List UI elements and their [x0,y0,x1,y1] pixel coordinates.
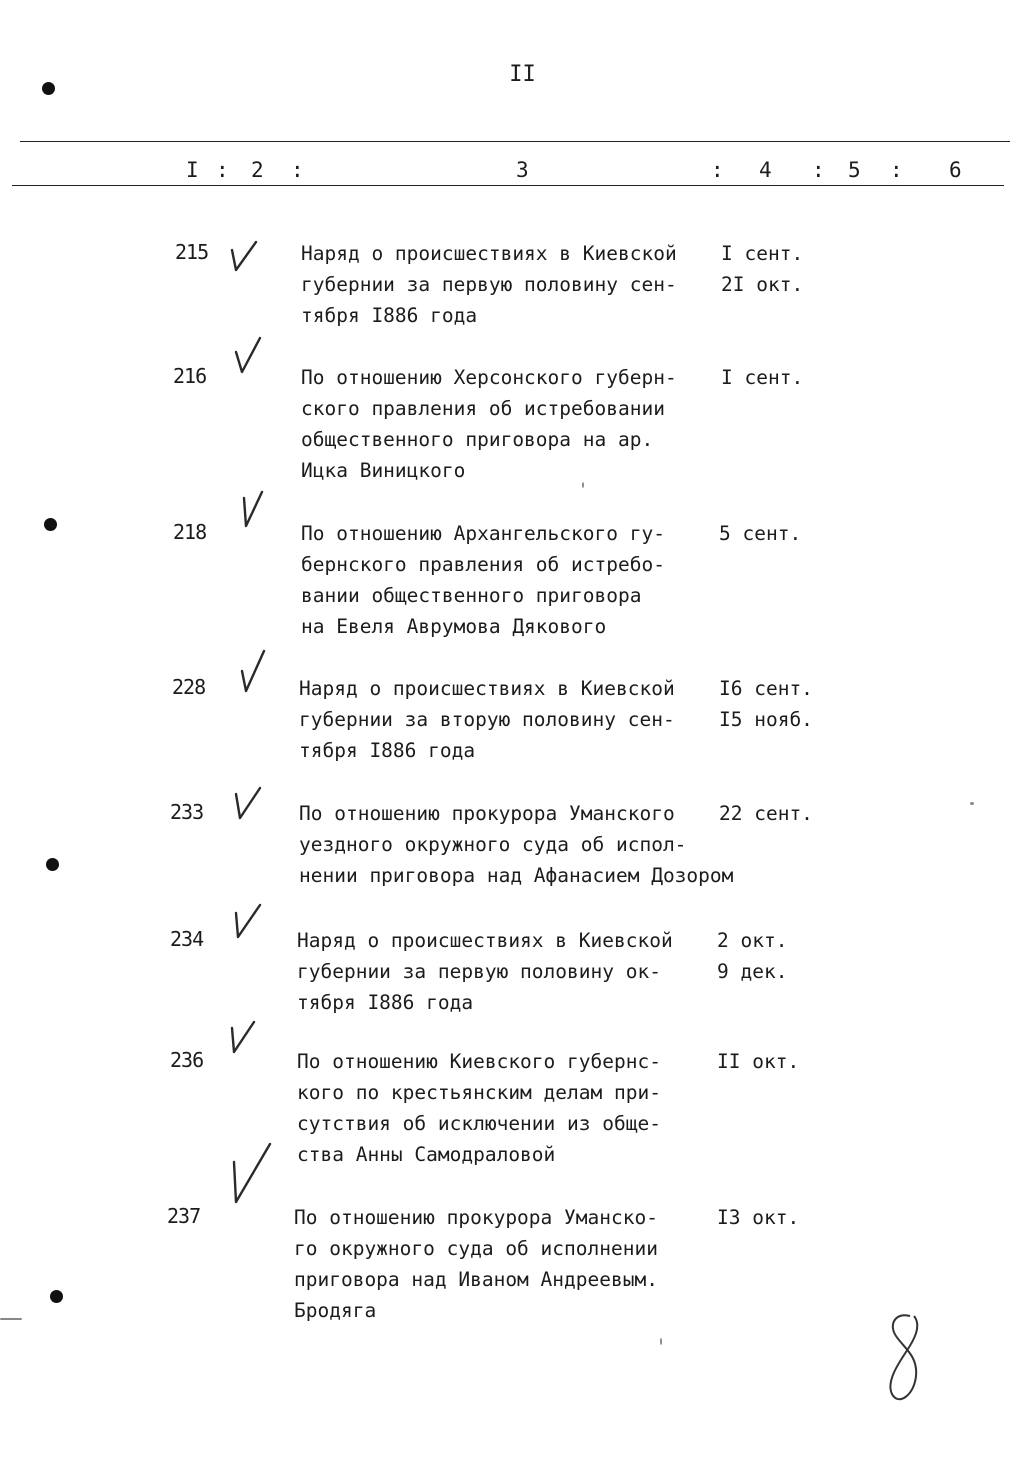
page-number: II [509,62,536,87]
description-line: По отношению Херсонского губерн- [301,366,677,389]
entry-number: 236 [170,1048,204,1072]
entry-description [299,673,675,766]
entry-description [301,362,677,486]
description-line: губернии за вторую половину сен- [299,708,675,731]
header-bottom-rule [12,185,1004,186]
column-separator: : [291,158,304,182]
entry-dates [717,925,787,987]
entry-number: 233 [170,800,204,824]
column-separator: : [890,158,903,182]
description-line: губернии за первую половину ок- [297,960,661,983]
check-mark-icon [226,1018,258,1058]
date-end: 2I окт. [721,273,804,296]
handwritten-sheet-number-icon [878,1310,938,1410]
date-start: I сент. [721,366,804,389]
description-line: уездного окружного суда об испол- [299,833,687,856]
description-line: приговора над Иваном Андреевым. [294,1268,658,1291]
date-start: 5 сент. [719,522,802,545]
description-line: вании общественного приговора [301,584,642,607]
check-mark-icon [236,488,270,540]
entry-number: 216 [173,364,207,388]
punch-hole-icon [50,1290,63,1303]
column-heading-6: 6 [949,158,962,182]
entry-dates [719,798,813,829]
column-separator: : [216,158,229,182]
description-line: Наряд о происшествиях в Киевской [299,677,675,700]
description-line: Наряд о происшествиях в Киевской [301,242,677,265]
column-heading-4: 4 [759,158,772,182]
column-separator: : [711,158,724,182]
scan-speck [582,482,584,488]
punch-hole-icon [42,82,55,95]
description-line: го окружного суда об исполнении [294,1237,658,1260]
scan-speck [970,802,974,805]
column-heading-1: I [186,158,199,182]
date-start: I6 сент. [719,677,813,700]
entry-dates [721,238,803,300]
description-line: Бродяга [294,1299,377,1322]
entry-description [301,518,665,642]
check-mark-icon [226,236,262,288]
column-heading-2: 2 [251,158,264,182]
description-line: По отношению Киевского губернс- [297,1050,661,1073]
description-line: Наряд о происшествиях в Киевской [297,929,673,952]
entry-number: 234 [170,927,204,951]
entry-description [297,1046,661,1170]
description-line: Ицка Виницкого [301,459,466,482]
date-end: I5 нояб. [719,708,813,731]
description-line: на Евеля Аврумова Дяковогo [301,615,607,638]
entry-number: 237 [167,1204,201,1228]
header-top-rule [20,141,1010,142]
date-start: II окт. [717,1050,800,1073]
description-line: тября I886 года [297,991,474,1014]
column-heading-3: 3 [516,158,529,182]
date-end: 9 дек. [717,960,788,983]
description-line: сутствия об исключении из обще- [297,1112,661,1135]
check-mark-icon [230,901,266,949]
entry-dates [719,518,801,549]
entry-dates [719,673,813,735]
entry-number: 215 [175,240,209,264]
check-mark-icon [234,649,270,701]
scan-speck [0,1318,22,1320]
entry-dates [721,362,803,393]
description-line: кого по крестьянским делам при- [297,1081,661,1104]
entry-description [297,925,673,1018]
date-start: 2 окт. [717,929,788,952]
description-line: ского правления об истребовании [301,397,665,420]
scan-speck [660,1338,662,1345]
description-line: По отношению прокурора Уманско- [294,1206,658,1229]
description-line: По отношению прокурора Уманского [299,802,675,825]
date-start: I3 окт. [717,1206,800,1229]
entry-number: 218 [173,520,207,544]
check-mark-icon [230,334,266,384]
description-line: ства Анны Самодраловой [297,1143,556,1166]
description-line: По отношению Архангельского гу- [301,522,665,545]
punch-hole-icon [44,518,57,531]
entry-description [294,1202,658,1326]
check-mark-icon [230,784,266,830]
description-line: нении приговора над Афанасием Дозором [299,864,734,887]
description-line: бернского правления об истребо- [301,553,665,576]
entry-dates [717,1046,799,1077]
description-line: губернии за первую половину сен- [301,273,677,296]
date-start: 22 сент. [719,802,813,825]
description-line: тября I886 года [299,739,476,762]
column-heading-5: 5 [848,158,861,182]
entry-dates [717,1202,799,1233]
column-separator: : [812,158,825,182]
description-line: тября I886 года [301,304,478,327]
punch-hole-icon [46,858,59,871]
entry-number: 228 [172,675,206,699]
entry-description [299,798,733,891]
check-mark-icon [226,1140,276,1210]
entry-description [301,238,677,331]
description-line: общественного приговора на ар. [301,428,654,451]
date-start: I сент. [721,242,804,265]
